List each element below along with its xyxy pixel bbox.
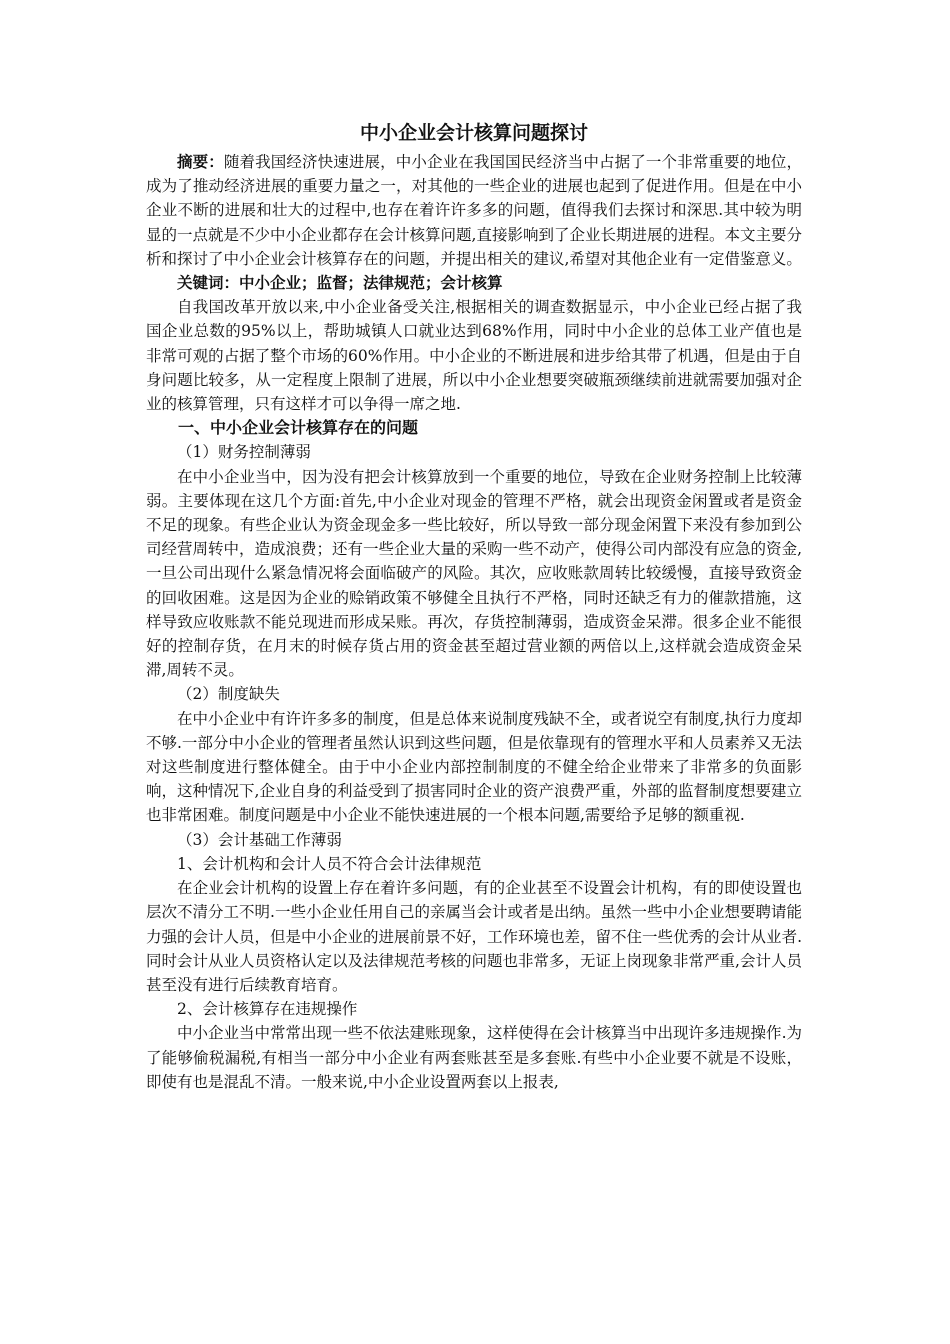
keywords-label: 关键词： [177, 274, 240, 293]
item-paragraph-2: 中小企业当中常常出现一些不依法建账现象，这样使得在会计核算当中出现许多违规操作.为了能够偷税漏税,有相当一部分中小企业有两套账甚至是多套账.有些中小企业要不就是不设账，即使有也是混乱不清。一般来说,中小企业设置两套以上报表, [146, 1024, 802, 1091]
section-heading: 一、中小企业会计核算存在的问题 [178, 418, 419, 438]
item-heading-1: 1、会计机构和会计人员不符合会计法律规范 [177, 854, 482, 873]
keywords-paragraph [146, 271, 802, 295]
subsection-heading-3: （3）会计基础工作薄弱 [177, 830, 342, 849]
abstract-paragraph [146, 150, 802, 271]
intro-paragraph: 自我国改革开放以来,中小企业备受关注,根据相关的调查数据显示，中小企业已经占据了我国企业总数的95%以上，帮助城镇人口就业达到68%作用，同时中小企业的总体工业产值也是非常可观的占据了整个市场的60%作用。中小企业的不断进展和进步给其带了机遇，但是由于自身问题比较多，从一定程度上限制了进展，所以中小企业想要突破瓶颈继续前进就需要加强对企业的核算管理，只有这样才可以争得一席之地. [146, 298, 802, 414]
document-page [146, 118, 802, 1094]
subsection-heading-1: （1）财务控制薄弱 [177, 443, 311, 462]
document-title: 中小企业会计核算问题探讨 [359, 122, 588, 144]
item-paragraph-1: 在企业会计机构的设置上存在着许多问题，有的企业甚至不设置会计机构，有的即使设置也层次不清分工不明.一些小企业任用自己的亲属当会计或者是出纳。虽然一些中小企业想要聘请能力强的会计人员，但是中小企业的进展前景不好，工作环境也差，留不住一些优秀的会计从业者.同时会计从业人员资格认定以及法律规范考核的问题也非常多，无证上岗现象非常严重,会计人员甚至没有进行后续教育培育。 [146, 879, 802, 994]
keywords-text: 中小企业；监督；法律规范；会计核算 [239, 274, 503, 293]
item-heading-2: 2、会计核算存在违规操作 [177, 1000, 358, 1019]
subsection-paragraph-1: 在中小企业当中，因为没有把会计核算放到一个重要的地位，导致在企业财务控制上比较薄弱。主要体现在这几个方面:首先,中小企业对现金的管理不严格，就会出现资金闲置或者是资金不足的现象。有些企业认为资金现金多一些比较好，所以导致一部分现金闲置下来没有参加到公司经营周转中，造成浪费；还有一些企业大量的采购一些不动产，使得公司内部没有应急的资金,一旦公司出现什么紧急情况将会面临破产的风险。其次，应收账款周转比较缓慢，直接导致资金的回收困难。这是因为企业的赊销政策不够健全且执行不严格，同时还缺乏有力的催款措施，这样导致应收账款不能兑现进而形成呆账。再次，存货控制薄弱，造成资金呆滞。很多企业不能很好的控制存货，在月末的时候存货占用的资金甚至超过营业额的两倍以上,这样就会造成资金呆滞,周转不灵。 [146, 467, 802, 680]
abstract-label: 摘要： [177, 153, 224, 171]
subsection-paragraph-2: 在中小企业中有许许多多的制度，但是总体来说制度残缺不全，或者说空有制度,执行力度却不够.一部分中小企业的管理者虽然认识到这些问题，但是依靠现有的管理水平和人员素养又无法对这些制度进行整体健全。由于中小企业内部控制制度的不健全给企业带来了非常多的负面影响，这种情况下,企业自身的利益受到了损害同时企业的资产浪费严重，外部的监督制度想要建立也非常困难。制度问题是中小企业不能快速进展的一个根本问题,需要给予足够的额重视. [146, 709, 802, 825]
abstract-text: 随着我国经济快速进展，中小企业在我国国民经济当中占据了一个非常重要的地位，成为了推动经济进展的重要力量之一，对其他的一些企业的进展也起到了促进作用。但是在中小企业不断的进展和壮大的过程中,也存在着许许多多的问题，值得我们去探讨和深思.其中较为明显的一点就是不少中小企业都存在会计核算问题,直接影响到了企业长期进展的进程。本文主要分析和探讨了中小企业会计核算存在的问题，并提出相关的建议,希望对其他企业有一定借鉴意义。 [146, 153, 802, 268]
subsection-heading-2: （2）制度缺失 [177, 685, 280, 704]
